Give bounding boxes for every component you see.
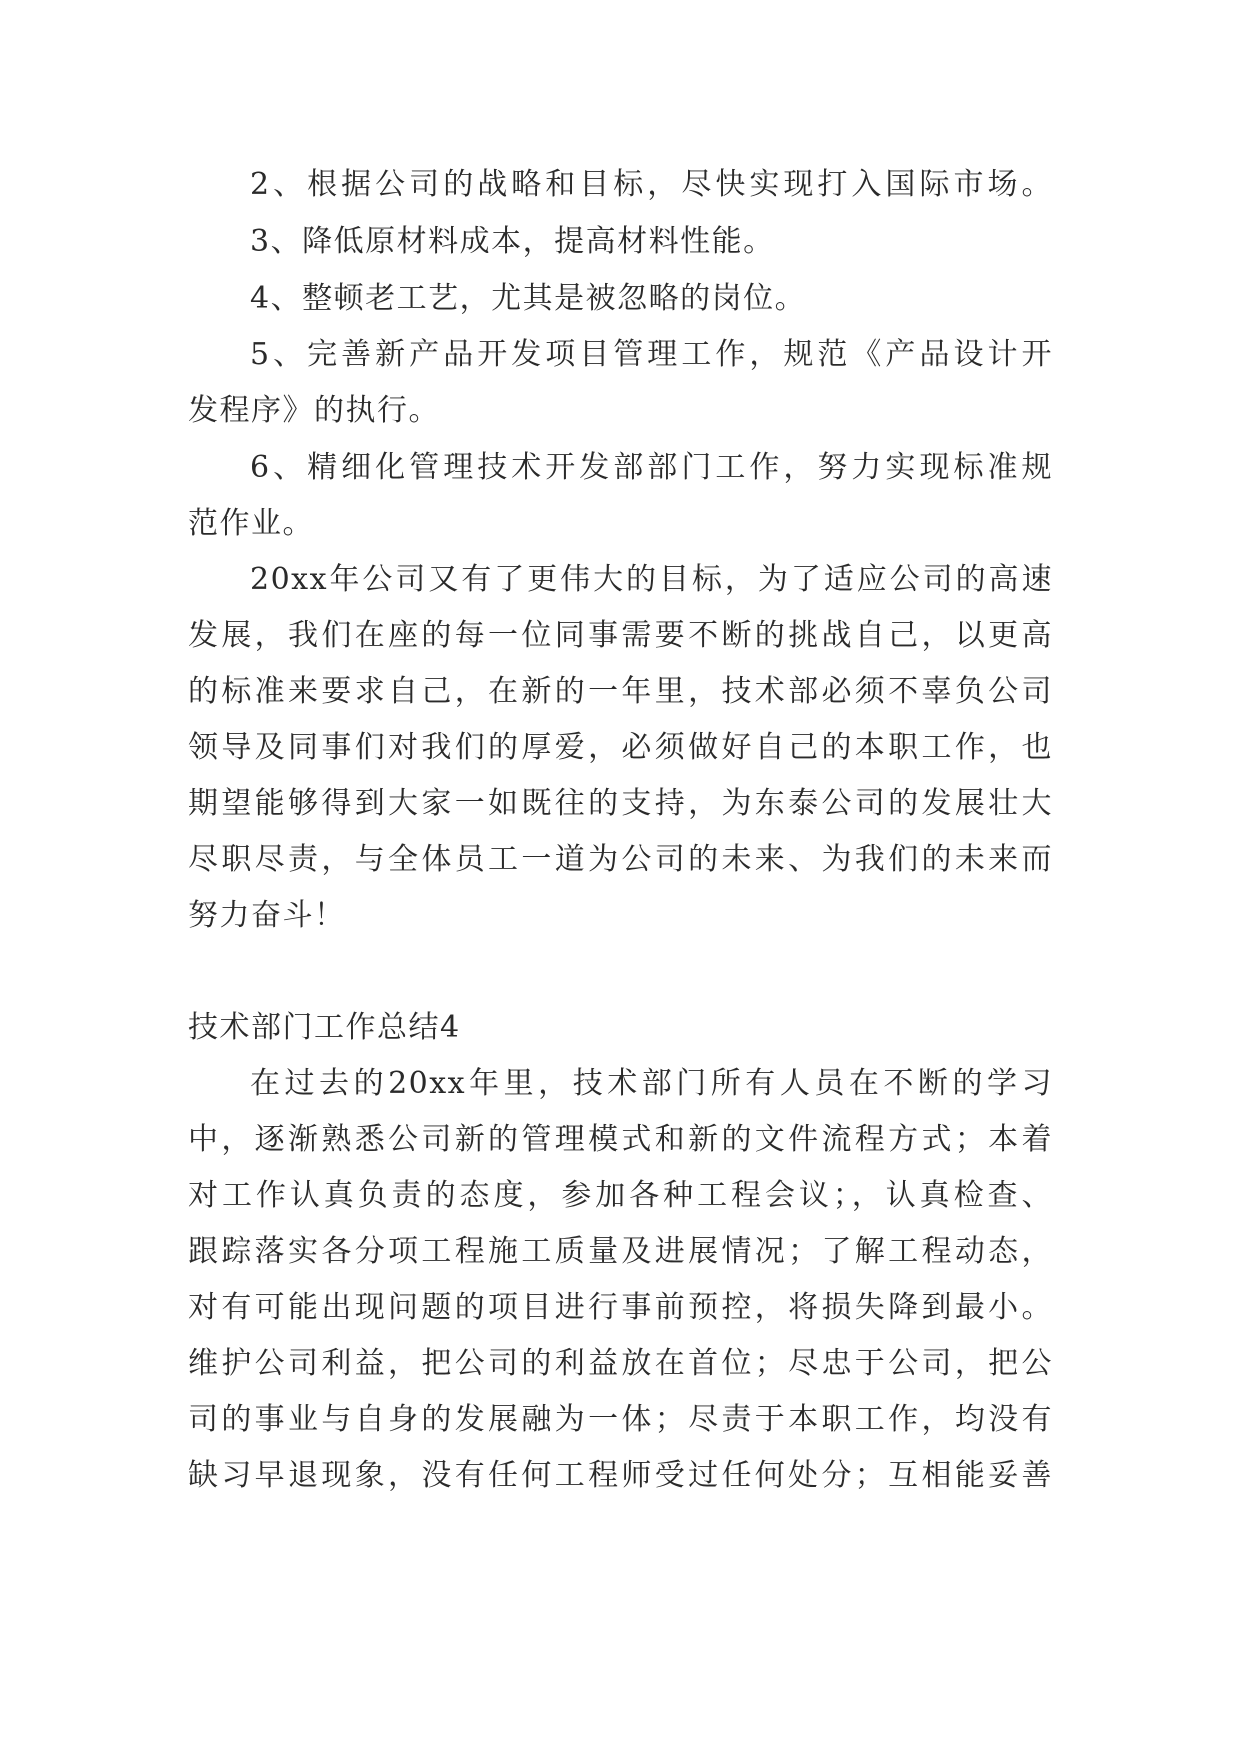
list-item-6-line-1: 6、精细化管理技术开发部部门工作，努力实现标准规 — [250, 450, 1053, 485]
paragraph-line: 努力奋斗！ — [188, 898, 346, 933]
section-heading: 技术部门工作总结4 — [188, 1010, 461, 1045]
paragraph-line: 尽职尽责，与全体员工一道为公司的未来、为我们的未来而 — [188, 842, 1053, 877]
list-item-6-line-2: 范作业。 — [188, 506, 314, 541]
list-item-4: 4、整顿老工艺，尤其是被忽略的岗位。 — [250, 281, 807, 316]
paragraph-line: 在过去的20xx年里，技术部门所有人员在不断的学习 — [250, 1066, 1053, 1101]
list-item-5-line-1: 5、完善新产品开发项目管理工作，规范《产品设计开 — [250, 337, 1053, 372]
paragraph-line: 对工作认真负责的态度，参加各种工程会议；，认真检查、 — [188, 1178, 1053, 1213]
list-item-2: 2、根据公司的战略和目标，尽快实现打入国际市场。 — [250, 167, 1053, 202]
paragraph-line: 中，逐渐熟悉公司新的管理模式和新的文件流程方式；本着 — [188, 1122, 1053, 1157]
paragraph-line: 期望能够得到大家一如既往的支持，为东泰公司的发展壮大 — [188, 786, 1053, 821]
paragraph-line: 的标准来要求自己，在新的一年里，技术部必须不辜负公司 — [188, 674, 1053, 709]
paragraph-line: 缺习早退现象，没有任何工程师受过任何处分；互相能妥善 — [188, 1458, 1053, 1493]
paragraph-line: 司的事业与自身的发展融为一体；尽责于本职工作，均没有 — [188, 1402, 1053, 1437]
list-item-5-line-2: 发程序》的执行。 — [188, 393, 440, 428]
list-item-3: 3、降低原材料成本，提高材料性能。 — [250, 224, 775, 259]
paragraph-line: 维护公司利益，把公司的利益放在首位；尽忠于公司，把公 — [188, 1346, 1053, 1381]
paragraph-line: 跟踪落实各分项工程施工质量及进展情况；了解工程动态， — [188, 1234, 1053, 1269]
paragraph-line: 20xx年公司又有了更伟大的目标，为了适应公司的高速 — [250, 562, 1053, 597]
paragraph-line: 对有可能出现问题的项目进行事前预控，将损失降到最小。 — [188, 1290, 1053, 1325]
paragraph-line: 领导及同事们对我们的厚爱，必须做好自己的本职工作，也 — [188, 730, 1053, 765]
paragraph-line: 发展，我们在座的每一位同事需要不断的挑战自己，以更高 — [188, 618, 1053, 653]
